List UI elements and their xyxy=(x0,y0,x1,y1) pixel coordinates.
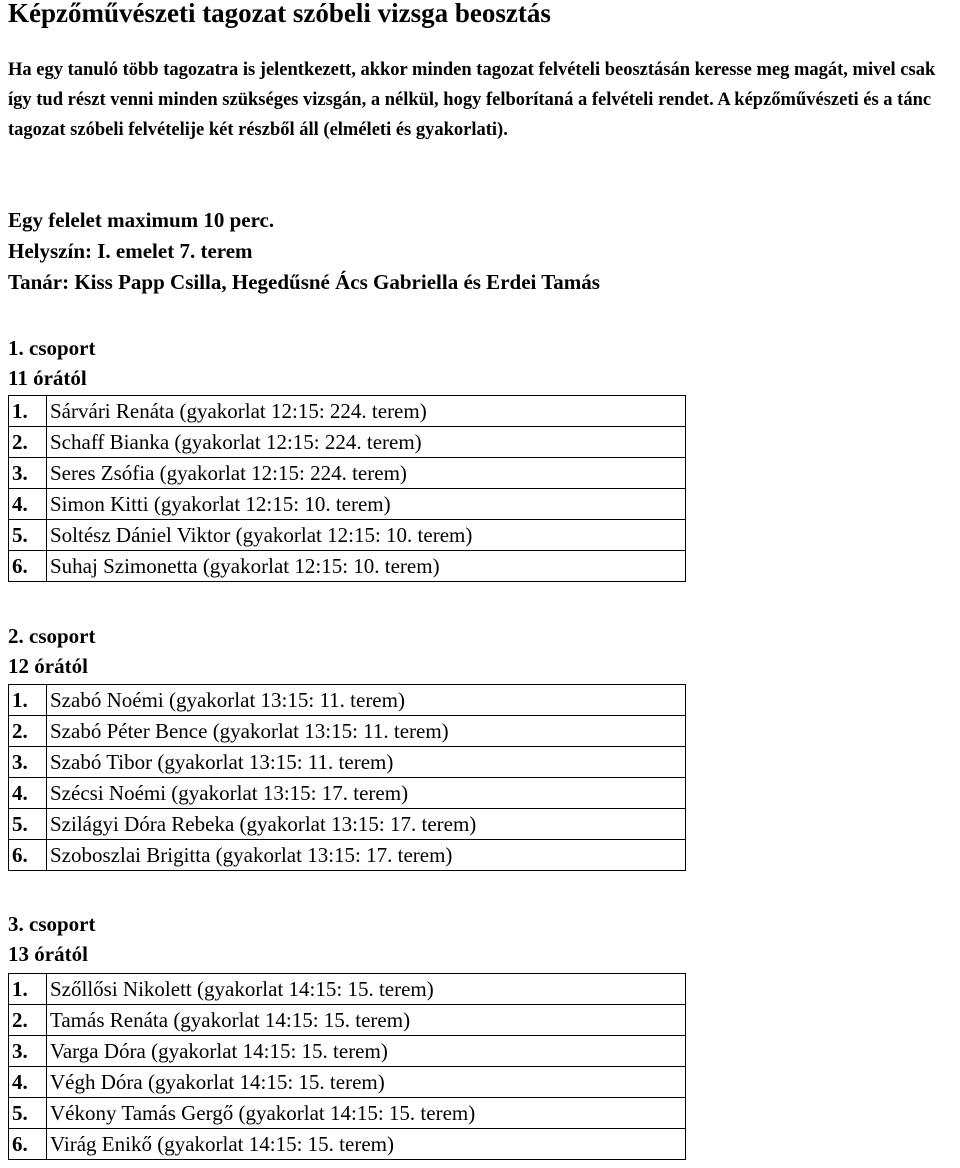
row-number: 5. xyxy=(9,520,47,551)
table-row xyxy=(9,520,686,551)
group-2-table xyxy=(8,684,686,871)
row-number: 3. xyxy=(9,458,47,489)
group-2-header xyxy=(8,621,96,681)
intro-paragraph: Ha egy tanuló több tagozatra is jelentkezett, akkor minden tagozat felvételi beosztásán keresse meg magát, mivel csak így tud részt venni minden szükséges vizsgán, a nélkül, hogy felborítaná a felvételi rendet. A képzőművészeti és a tánc tagozat szóbeli felvételije két részből áll (elméleti és gyakorlati). xyxy=(8,60,936,140)
table-row xyxy=(9,489,686,520)
table-row xyxy=(9,396,686,427)
row-number: 1. xyxy=(9,396,47,427)
table-row xyxy=(9,840,686,871)
row-entry: Szécsi Noémi (gyakorlat 13:15: 17. terem) xyxy=(47,778,686,809)
group-3-header xyxy=(8,909,96,969)
row-entry: Virág Enikő (gyakorlat 14:15: 15. terem) xyxy=(47,1129,686,1160)
row-entry: Simon Kitti (gyakorlat 12:15: 10. terem) xyxy=(47,489,686,520)
table-row xyxy=(9,1129,686,1160)
teachers-line: Tanár: Kiss Papp Csilla, Hegedűsné Ács Gabriella és Erdei Tamás xyxy=(8,270,600,294)
row-number: 3. xyxy=(9,747,47,778)
table-row xyxy=(9,778,686,809)
row-entry: Végh Dóra (gyakorlat 14:15: 15. terem) xyxy=(47,1067,686,1098)
row-entry: Szabó Noémi (gyakorlat 13:15: 11. terem) xyxy=(47,685,686,716)
table-row xyxy=(9,1005,686,1036)
row-number: 6. xyxy=(9,551,47,582)
row-entry: Suhaj Szimonetta (gyakorlat 12:15: 10. terem) xyxy=(47,551,686,582)
row-number: 4. xyxy=(9,489,47,520)
row-number: 2. xyxy=(9,716,47,747)
duration-line: Egy felelet maximum 10 perc. xyxy=(8,208,275,232)
page-title: Képzőművészeti tagozat szóbeli vizsga beosztás xyxy=(8,0,551,28)
row-entry: Varga Dóra (gyakorlat 14:15: 15. terem) xyxy=(47,1036,686,1067)
table-row xyxy=(9,747,686,778)
group-1-header xyxy=(8,333,96,393)
table-row xyxy=(9,551,686,582)
table-row xyxy=(9,1067,686,1098)
group-3-table xyxy=(8,973,686,1160)
row-entry: Szilágyi Dóra Rebeka (gyakorlat 13:15: 17. terem) xyxy=(47,809,686,840)
group-2-name: 2. csoport xyxy=(8,624,96,648)
table-row xyxy=(9,809,686,840)
group-3-time: 13 órától xyxy=(8,942,88,966)
group-3-name: 3. csoport xyxy=(8,912,96,936)
group-2-time: 12 órától xyxy=(8,654,88,678)
table-row xyxy=(9,427,686,458)
row-number: 6. xyxy=(9,1129,47,1160)
location-line: Helyszín: I. emelet 7. terem xyxy=(8,239,253,263)
group-1-name: 1. csoport xyxy=(8,336,96,360)
row-entry: Tamás Renáta (gyakorlat 14:15: 15. terem) xyxy=(47,1005,686,1036)
row-number: 4. xyxy=(9,1067,47,1098)
group-1-table xyxy=(8,395,686,582)
row-number: 5. xyxy=(9,809,47,840)
table-row xyxy=(9,1036,686,1067)
row-number: 2. xyxy=(9,427,47,458)
row-entry: Szőllősi Nikolett (gyakorlat 14:15: 15. terem) xyxy=(47,974,686,1005)
table-row xyxy=(9,458,686,489)
table-row xyxy=(9,685,686,716)
group-1-time: 11 órától xyxy=(8,366,87,390)
table-row xyxy=(9,1098,686,1129)
row-number: 4. xyxy=(9,778,47,809)
row-entry: Szabó Péter Bence (gyakorlat 13:15: 11. terem) xyxy=(47,716,686,747)
row-entry: Sárvári Renáta (gyakorlat 12:15: 224. terem) xyxy=(47,396,686,427)
row-number: 6. xyxy=(9,840,47,871)
row-number: 3. xyxy=(9,1036,47,1067)
row-entry: Szoboszlai Brigitta (gyakorlat 13:15: 17. terem) xyxy=(47,840,686,871)
row-entry: Szabó Tibor (gyakorlat 13:15: 11. terem) xyxy=(47,747,686,778)
row-number: 5. xyxy=(9,1098,47,1129)
exam-info xyxy=(8,205,600,298)
row-entry: Schaff Bianka (gyakorlat 12:15: 224. terem) xyxy=(47,427,686,458)
row-entry: Seres Zsófia (gyakorlat 12:15: 224. terem) xyxy=(47,458,686,489)
table-row xyxy=(9,716,686,747)
row-entry: Vékony Tamás Gergő (gyakorlat 14:15: 15. terem) xyxy=(47,1098,686,1129)
row-entry: Soltész Dániel Viktor (gyakorlat 12:15: 10. terem) xyxy=(47,520,686,551)
table-row xyxy=(9,974,686,1005)
row-number: 1. xyxy=(9,685,47,716)
row-number: 1. xyxy=(9,974,47,1005)
row-number: 2. xyxy=(9,1005,47,1036)
